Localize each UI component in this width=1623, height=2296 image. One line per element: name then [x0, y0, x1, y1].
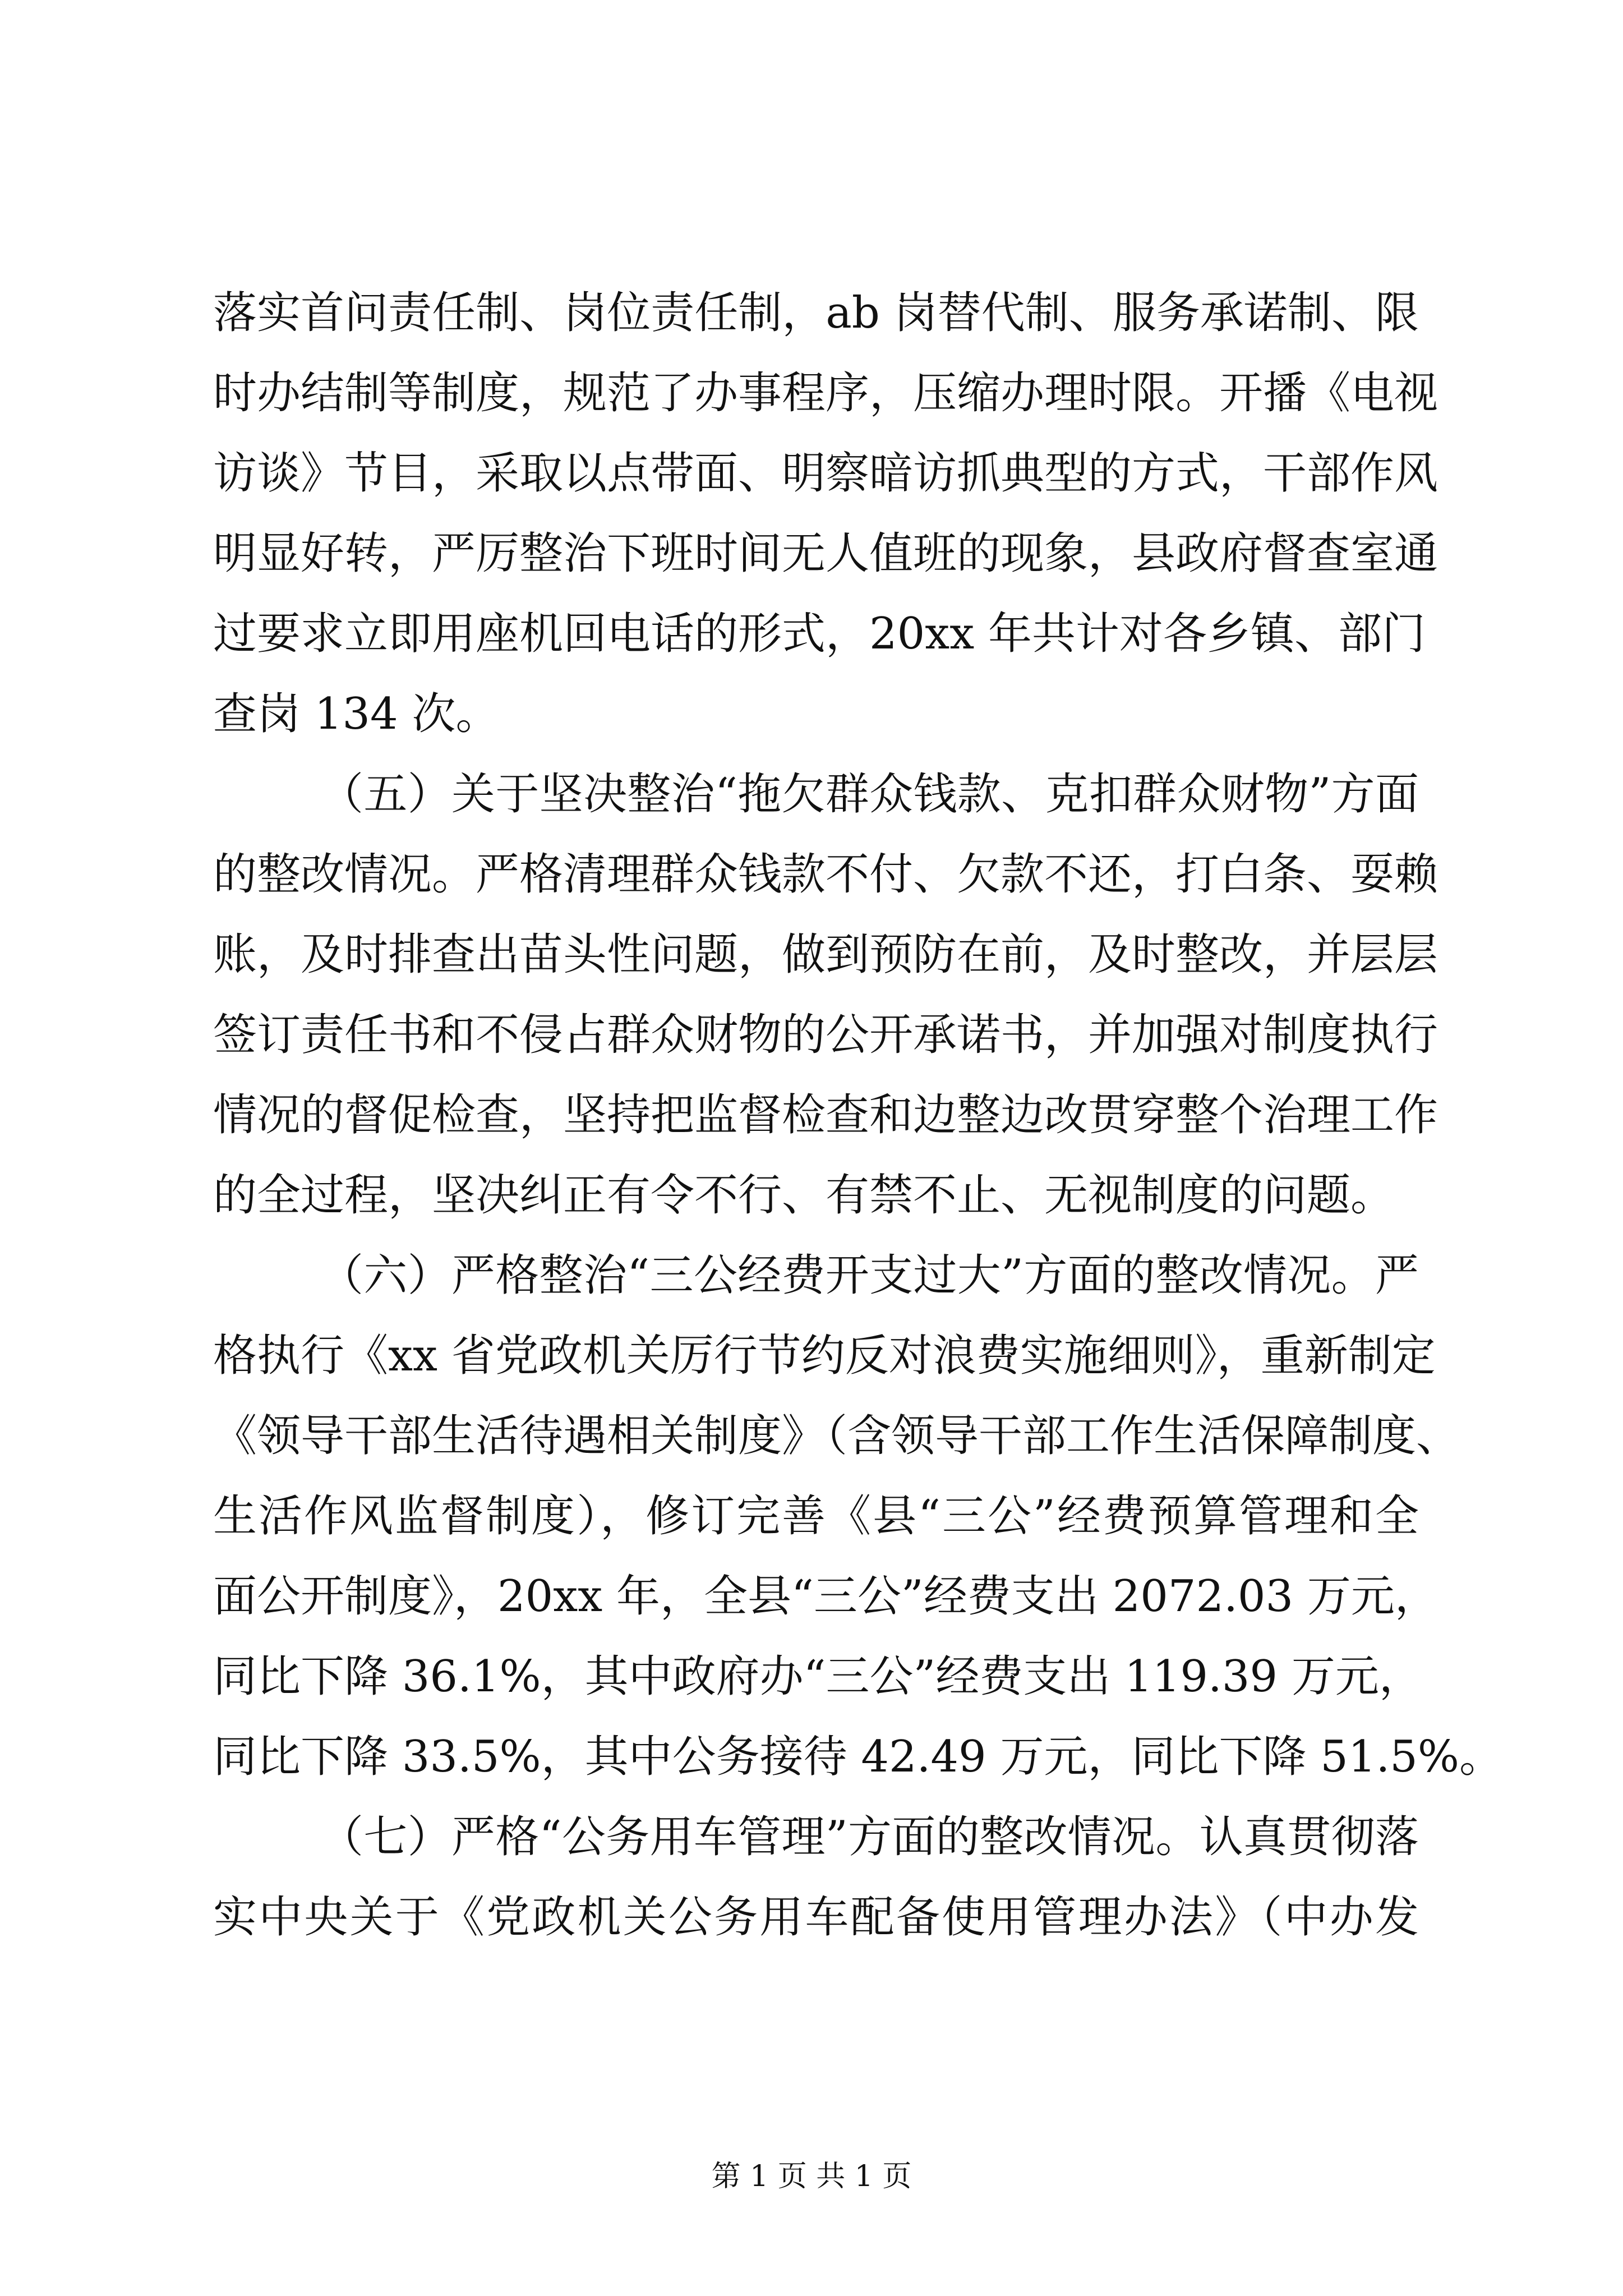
text-line: 《领导干部生活待遇相关制度》（含领导干部工作生活保障制度、 — [213, 1411, 1460, 1461]
paragraph-heading-line: （七）严格“公务用车管理”方面的整改情况。认真贯彻落 — [320, 1812, 1419, 1862]
text-line: 同比下降 36.1%，其中政府办“三公”经费支出 119.39 万元， — [213, 1651, 1423, 1702]
text-line: 时办结制等制度，规范了办事程序，压缩办理时限。开播《电视 — [213, 368, 1438, 418]
text-line: 明显好转，严厉整治下班时间无人值班的现象，县政府督查室通 — [213, 528, 1438, 579]
text-line: 同比下降 33.5%，其中公务接待 42.49 万元，同比下降 51.5%。 — [213, 1732, 1504, 1782]
text-line: 访谈》节目，采取以点带面、明察暗访抓典型的方式，干部作风 — [213, 448, 1438, 499]
text-line: 过要求立即用座机回电话的形式，20xx 年共计对各乡镇、部门 — [213, 609, 1426, 659]
paragraph-heading-line: （五）关于坚决整治“拖欠群众钱款、克扣群众财物”方面 — [320, 769, 1419, 820]
text-line: 账，及时排查出苗头性问题，做到预防在前，及时整改，并层层 — [213, 930, 1438, 980]
text-line: 情况的督促检查，坚持把监督检查和边整边改贯穿整个治理工作 — [213, 1090, 1438, 1140]
text-line: 生活作风监督制度），修订完善《县“三公”经费预算管理和全 — [213, 1491, 1419, 1542]
text-line: 落实首问责任制、岗位责任制，ab 岗替代制、服务承诺制、限 — [213, 288, 1419, 338]
text-line: 签订责任书和不侵占群众财物的公开承诺书，并加强对制度执行 — [213, 1010, 1438, 1060]
text-line: 实中央关于《党政机关公务用车配备使用管理办法》（中办发 — [213, 1892, 1419, 1943]
page-footer: 第 1 页 共 1 页 — [711, 2160, 912, 2193]
text-line: 的全过程，坚决纠正有令不行、有禁不止、无视制度的问题。 — [213, 1170, 1395, 1221]
text-line: 格执行《xx 省党政机关厉行节约反对浪费实施细则》，重新制定 — [213, 1331, 1436, 1381]
text-line: 的整改情况。严格清理群众钱款不付、欠款不还，打白条、耍赖 — [213, 849, 1438, 900]
paragraph-heading-line: （六）严格整治“三公经费开支过大”方面的整改情况。严 — [320, 1250, 1419, 1301]
text-line: 面公开制度》，20xx 年，全县“三公”经费支出 2072.03 万元， — [213, 1571, 1438, 1622]
text-line: 查岗 134 次。 — [213, 689, 500, 739]
